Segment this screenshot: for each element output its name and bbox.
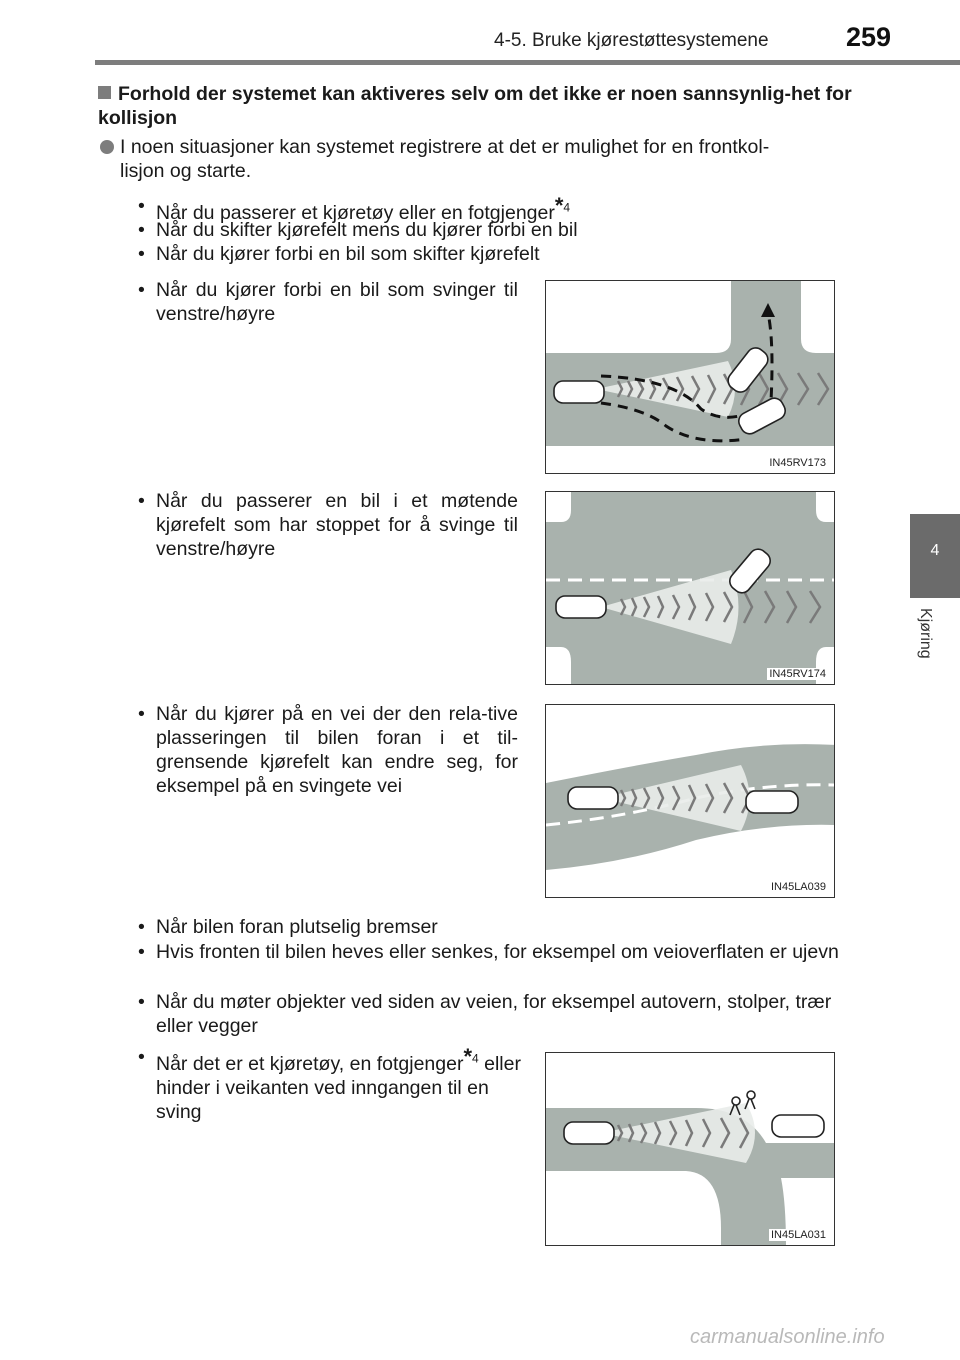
list-item: • Når det er et kjøretøy, en fotgjenger*$^4$ eller hinder i veikanten ved inngangen til en sving bbox=[138, 1044, 521, 1123]
square-bullet-icon bbox=[98, 86, 111, 99]
footnote-ref: 4 bbox=[563, 200, 571, 215]
watermark: carmanualsonline.info bbox=[690, 1326, 885, 1348]
figure-label: IN45RV173 bbox=[769, 457, 826, 469]
chapter-number: 4 bbox=[930, 542, 940, 559]
bullet-text: Når du passerer en bil i et møtende kjørefelt som har stoppet for å svinge til venstre/høyre bbox=[156, 490, 518, 560]
bullet-text: Når du kjører forbi en bil som svinger til venstre/høyre bbox=[156, 279, 518, 325]
bullet-text: Når det er et kjøretøy, en fotgjenger bbox=[156, 1053, 464, 1075]
figure-label: IN45LA031 bbox=[770, 1229, 826, 1241]
bullet-text-continued: eller hinder i veikanten ved inngangen til en sving bbox=[156, 1053, 521, 1123]
chapter-label bbox=[904, 608, 960, 678]
figure-turning-car bbox=[545, 280, 835, 474]
bullet-text: Når du skifter kjørefelt mens du kjører forbi en bil bbox=[156, 219, 578, 241]
intro-line-1: I noen situasjoner kan systemet registrere at det er mulighet for en frontkol- bbox=[120, 136, 770, 158]
list-item: • Når du passerer et kjøretøy eller en fotgjenger*$^4$ bbox=[138, 193, 571, 224]
figure-curve-entrance bbox=[545, 1052, 835, 1246]
header-rule bbox=[95, 60, 960, 65]
list-item: • Når du passerer en bil i et møtende kjørefelt som har stoppet for å svinge til venstre/høyre bbox=[138, 490, 518, 560]
figure-label: IN45LA039 bbox=[770, 881, 826, 893]
intro-paragraph bbox=[100, 135, 870, 183]
list-item: • Hvis fronten til bilen heves eller senkes, for eksempel om veioverflaten er ujevn bbox=[138, 940, 863, 964]
asterisk-footnote: * bbox=[463, 1044, 473, 1069]
page-header bbox=[0, 0, 960, 66]
section-heading bbox=[98, 82, 868, 130]
bullet-text: Når bilen foran plutselig bremser bbox=[156, 916, 438, 938]
page-number: 259 bbox=[846, 22, 892, 52]
list-item: • Når du kjører forbi en bil som skifter kjørefelt bbox=[138, 242, 838, 266]
list-item: • Når du møter objekter ved siden av veien, for eksempel autovern, stolper, trær eller vegger bbox=[138, 990, 863, 1038]
intro-line-2: lisjon og starte. bbox=[120, 160, 252, 182]
figure-oncoming-car bbox=[545, 491, 835, 685]
bullet-text: Når du møter objekter ved siden av veien, for eksempel autovern, stolper, trær eller vegger bbox=[156, 991, 832, 1037]
list-item: • Når du skifter kjørefelt mens du kjører forbi en bil bbox=[138, 218, 838, 242]
chapter-name: Kjøring bbox=[917, 608, 934, 659]
bullet-text: Hvis fronten til bilen heves eller senkes, for eksempel om veioverflaten er ujevn bbox=[156, 941, 839, 963]
heading-text: Forhold der systemet kan aktiveres selv om det ikke er noen sannsynlig-het for kollisjon bbox=[98, 83, 852, 129]
list-item: • Når du kjører forbi en bil som svinger til venstre/høyre bbox=[138, 279, 518, 325]
circle-bullet-icon bbox=[100, 140, 114, 154]
bullet-text: Når du kjører forbi en bil som skifter kjørefelt bbox=[156, 243, 540, 265]
figure-winding-road bbox=[545, 704, 835, 898]
section-title: 4-5. Bruke kjørestøttesystemene bbox=[494, 30, 769, 51]
list-item: • Når bilen foran plutselig bremser bbox=[138, 915, 863, 939]
list-item: • Når du kjører på en vei der den rela-tive plasseringen til bilen foran i et til-grensende kjørefelt kan endre seg, for eksempel på en svingete vei bbox=[138, 703, 518, 797]
bullet-text: Når du kjører på en vei der den rela-tive plasseringen til bilen foran i et til-grensende kjørefelt kan endre seg, for eksempel på en svingete vei bbox=[156, 703, 518, 797]
asterisk-footnote: * bbox=[554, 193, 564, 218]
chapter-tab bbox=[910, 514, 960, 598]
figure-label: IN45RV174 bbox=[769, 668, 826, 680]
footnote-ref: 4 bbox=[472, 1051, 479, 1066]
bullet-text: Når du passerer et kjøretøy eller en fotgjenger bbox=[156, 202, 555, 224]
